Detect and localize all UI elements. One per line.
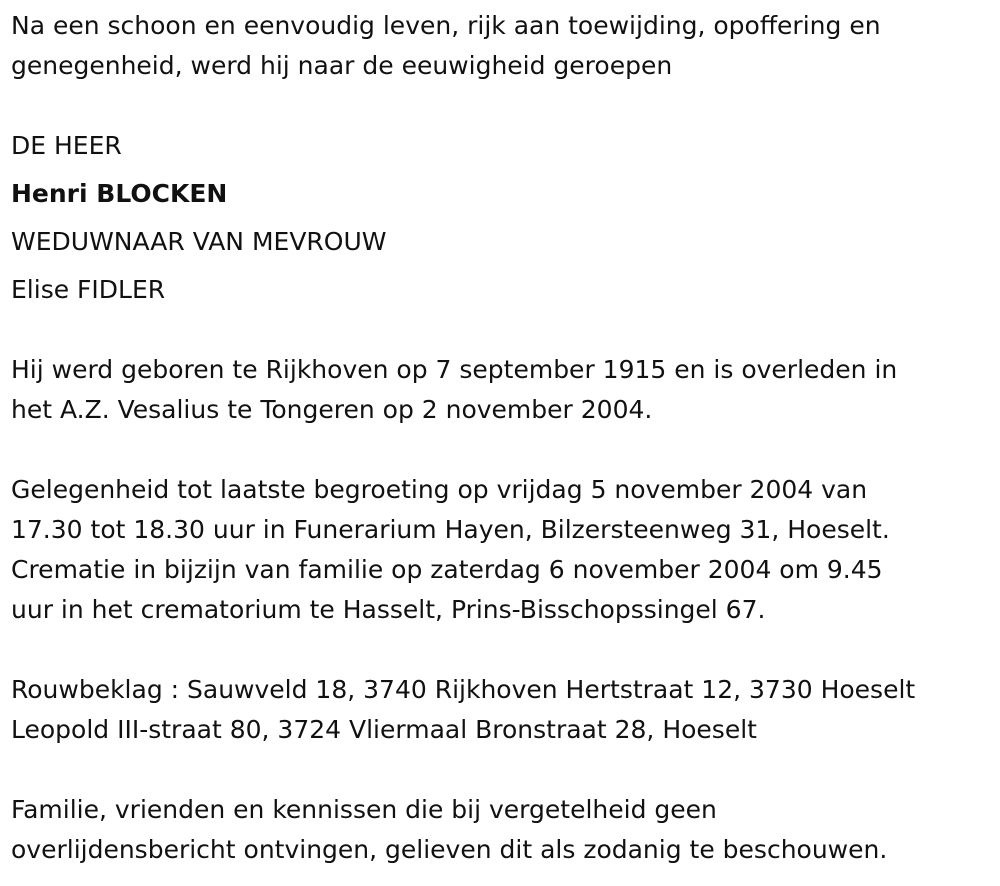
closing-line-1: Familie, vrienden en kennissen die bij vergetelheid geen <box>11 795 717 824</box>
spouse-name: Elise FIDLER <box>11 275 166 304</box>
honorific-title: DE HEER <box>11 131 122 160</box>
intro-line-2: genegenheid, werd hij naar de eeuwigheid geroepen <box>11 51 673 80</box>
ceremony-line-1: Gelegenheid tot laatste begroeting op vrijdag 5 november 2004 van <box>11 475 868 504</box>
closing-line-2: overlijdensbericht ontvingen, gelieven dit als zodanig te beschouwen. <box>11 835 888 864</box>
ceremony-line-2: 17.30 tot 18.30 uur in Funerarium Hayen, Bilzersteenweg 31, Hoeselt. <box>11 515 890 544</box>
deceased-name: Henri BLOCKEN <box>11 179 228 208</box>
birth-death-line-2: het A.Z. Vesalius te Tongeren op 2 november 2004. <box>11 395 653 424</box>
birth-death-line-1: Hij werd geboren te Rijkhoven op 7 september 1915 en is overleden in <box>11 355 898 384</box>
ceremony-line-4: uur in het crematorium te Hasselt, Prins-Bisschopssingel 67. <box>11 595 766 624</box>
intro-line-1: Na een schoon en eenvoudig leven, rijk aan toewijding, opoffering en <box>11 11 881 40</box>
widower-relation: WEDUWNAAR VAN MEVROUW <box>11 227 387 256</box>
condolences-line-2: Leopold III-straat 80, 3724 Vliermaal Bronstraat 28, Hoeselt <box>11 715 757 744</box>
condolences-line-1: Rouwbeklag : Sauwveld 18, 3740 Rijkhoven Hertstraat 12, 3730 Hoeselt <box>11 675 916 704</box>
ceremony-line-3: Crematie in bijzijn van familie op zaterdag 6 november 2004 om 9.45 <box>11 555 883 584</box>
